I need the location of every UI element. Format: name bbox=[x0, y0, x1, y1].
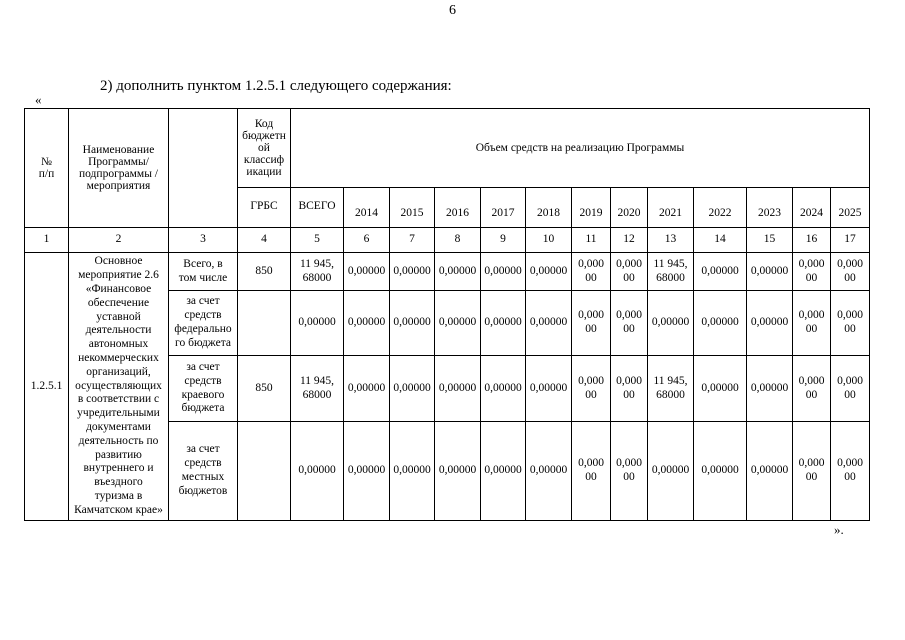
value-2020 bbox=[611, 253, 648, 291]
value-text: 0,00000 bbox=[616, 257, 642, 284]
value-text: 0,00000 bbox=[578, 374, 604, 401]
value-2025 bbox=[831, 356, 870, 422]
header-year-2016: 2016 bbox=[435, 188, 481, 228]
value-2014: 0,00000 bbox=[344, 291, 390, 356]
value-2023: 0,00000 bbox=[747, 356, 793, 422]
value-2021 bbox=[648, 356, 694, 422]
header-col3 bbox=[169, 109, 238, 228]
value-2014: 0,00000 bbox=[344, 422, 390, 521]
value-2017: 0,00000 bbox=[481, 253, 526, 291]
header-name: Наименование Программы/ подпрограммы / мероприятия bbox=[69, 109, 169, 228]
header-total: ВСЕГО bbox=[291, 188, 344, 228]
row-total bbox=[25, 253, 870, 291]
column-number: 17 bbox=[831, 228, 870, 253]
value-2025 bbox=[831, 422, 870, 521]
value-2020 bbox=[611, 291, 648, 356]
value-2021: 0,00000 bbox=[648, 291, 694, 356]
header-row-1 bbox=[25, 109, 870, 188]
value-2019 bbox=[572, 422, 611, 521]
column-number: 9 bbox=[481, 228, 526, 253]
value-2016: 0,00000 bbox=[435, 422, 481, 521]
value-2016: 0,00000 bbox=[435, 356, 481, 422]
header-budget-code: Код бюджетн ой классиф икации bbox=[238, 109, 291, 188]
column-number: 5 bbox=[291, 228, 344, 253]
value-text: 0,00000 bbox=[837, 309, 863, 335]
column-number: 15 bbox=[747, 228, 793, 253]
value-2016: 0,00000 bbox=[435, 291, 481, 356]
page-number: 6 bbox=[449, 3, 456, 18]
value-2018: 0,00000 bbox=[526, 422, 572, 521]
row-label: Всего, в том числе bbox=[169, 253, 238, 291]
value-text: 0,00000 bbox=[578, 457, 604, 483]
column-number: 7 bbox=[390, 228, 435, 253]
header-year-2025: 2025 bbox=[831, 188, 870, 228]
value-2023: 0,00000 bbox=[747, 291, 793, 356]
row-grbs bbox=[238, 291, 291, 356]
header-year-2014: 2014 bbox=[344, 188, 390, 228]
column-number: 6 bbox=[344, 228, 390, 253]
value-2024 bbox=[793, 291, 831, 356]
column-number: 3 bbox=[169, 228, 238, 253]
header-volume: Объем средств на реализацию Программы bbox=[291, 109, 870, 188]
value-2023: 0,00000 bbox=[747, 253, 793, 291]
value-text: 0,00000 bbox=[578, 309, 604, 335]
open-quote: « bbox=[35, 92, 42, 107]
column-number-row bbox=[25, 228, 870, 253]
row-grbs bbox=[238, 422, 291, 521]
value-text: 11 945,68000 bbox=[299, 374, 335, 401]
value-2020 bbox=[611, 422, 648, 521]
value-2017: 0,00000 bbox=[481, 356, 526, 422]
value-2022: 0,00000 bbox=[694, 422, 747, 521]
value-text: 0,00000 bbox=[616, 374, 642, 401]
value-2015: 0,00000 bbox=[390, 422, 435, 521]
value-text: 0,00000 bbox=[798, 374, 825, 401]
value-text: 0,00000 bbox=[837, 257, 863, 284]
close-quote: ». bbox=[834, 522, 844, 537]
value-total bbox=[291, 253, 344, 291]
value-2014: 0,00000 bbox=[344, 356, 390, 422]
column-number: 10 bbox=[526, 228, 572, 253]
value-2024 bbox=[793, 356, 831, 422]
value-text: 0,00000 bbox=[616, 457, 642, 483]
header-year-2024: 2024 bbox=[793, 188, 831, 228]
value-2021: 0,00000 bbox=[648, 422, 694, 521]
header-year-2023: 2023 bbox=[747, 188, 793, 228]
value-text: 11 945,68000 bbox=[653, 257, 688, 284]
row-grbs: 850 bbox=[238, 253, 291, 291]
value-2025 bbox=[831, 253, 870, 291]
header-year-2017: 2017 bbox=[481, 188, 526, 228]
item-name: Основное мероприятие 2.6 «Финансовое обеспечение уставной деятельности автономных некоммерческих организаций, осуществляющих в соответствии с учредительными документами деятельность по развитию внутреннего и въездного туризма в Камчатском крае» bbox=[69, 253, 169, 521]
value-2022: 0,00000 bbox=[694, 253, 747, 291]
column-number: 11 bbox=[572, 228, 611, 253]
row-label: за счет средств краевого бюджета bbox=[169, 356, 238, 422]
value-2017: 0,00000 bbox=[481, 291, 526, 356]
value-2019 bbox=[572, 291, 611, 356]
value-2017: 0,00000 bbox=[481, 422, 526, 521]
value-2021 bbox=[648, 253, 694, 291]
value-text: 0,00000 bbox=[798, 309, 825, 335]
column-number: 14 bbox=[694, 228, 747, 253]
value-text: 0,00000 bbox=[798, 457, 825, 483]
header-year-2015: 2015 bbox=[390, 188, 435, 228]
value-2016: 0,00000 bbox=[435, 253, 481, 291]
header-year-2021: 2021 bbox=[648, 188, 694, 228]
column-number: 1 bbox=[25, 228, 69, 253]
value-text: 0,00000 bbox=[837, 374, 863, 401]
value-2019 bbox=[572, 253, 611, 291]
value-2022: 0,00000 bbox=[694, 291, 747, 356]
column-number: 12 bbox=[611, 228, 648, 253]
value-2020 bbox=[611, 356, 648, 422]
header-grbs: ГРБС bbox=[238, 188, 291, 228]
header-no: № п/п bbox=[25, 109, 69, 228]
value-text: 0,00000 bbox=[578, 257, 604, 284]
value-2024 bbox=[793, 253, 831, 291]
value-text: 0,00000 bbox=[616, 309, 642, 335]
value-2025 bbox=[831, 291, 870, 356]
value-2024 bbox=[793, 422, 831, 521]
value-text: 11 945,68000 bbox=[299, 257, 335, 284]
value-2019 bbox=[572, 356, 611, 422]
value-text: 0,00000 bbox=[798, 257, 825, 284]
value-2018: 0,00000 bbox=[526, 356, 572, 422]
value-text: 0,00000 bbox=[837, 457, 863, 483]
item-number: 1.2.5.1 bbox=[25, 253, 69, 521]
row-label: за счет средств федерально го бюджета bbox=[169, 291, 238, 356]
intro-text: 2) дополнить пунктом 1.2.5.1 следующего содержания: bbox=[100, 78, 452, 94]
column-number: 8 bbox=[435, 228, 481, 253]
column-number: 4 bbox=[238, 228, 291, 253]
row-grbs: 850 bbox=[238, 356, 291, 422]
row-label: за счет средств местных бюджетов bbox=[169, 422, 238, 521]
header-year-2022: 2022 bbox=[694, 188, 747, 228]
value-2018: 0,00000 bbox=[526, 291, 572, 356]
value-2022: 0,00000 bbox=[694, 356, 747, 422]
column-number: 16 bbox=[793, 228, 831, 253]
value-total bbox=[291, 356, 344, 422]
value-total: 0,00000 bbox=[291, 422, 344, 521]
column-number: 2 bbox=[69, 228, 169, 253]
value-2015: 0,00000 bbox=[390, 291, 435, 356]
header-year-2018: 2018 bbox=[526, 188, 572, 228]
budget-table bbox=[24, 108, 870, 521]
value-text: 11 945,68000 bbox=[653, 374, 688, 401]
value-2018: 0,00000 bbox=[526, 253, 572, 291]
header-year-2019: 2019 bbox=[572, 188, 611, 228]
value-2015: 0,00000 bbox=[390, 253, 435, 291]
header-year-2020: 2020 bbox=[611, 188, 648, 228]
value-total: 0,00000 bbox=[291, 291, 344, 356]
value-2023: 0,00000 bbox=[747, 422, 793, 521]
column-number: 13 bbox=[648, 228, 694, 253]
value-2015: 0,00000 bbox=[390, 356, 435, 422]
value-2014: 0,00000 bbox=[344, 253, 390, 291]
